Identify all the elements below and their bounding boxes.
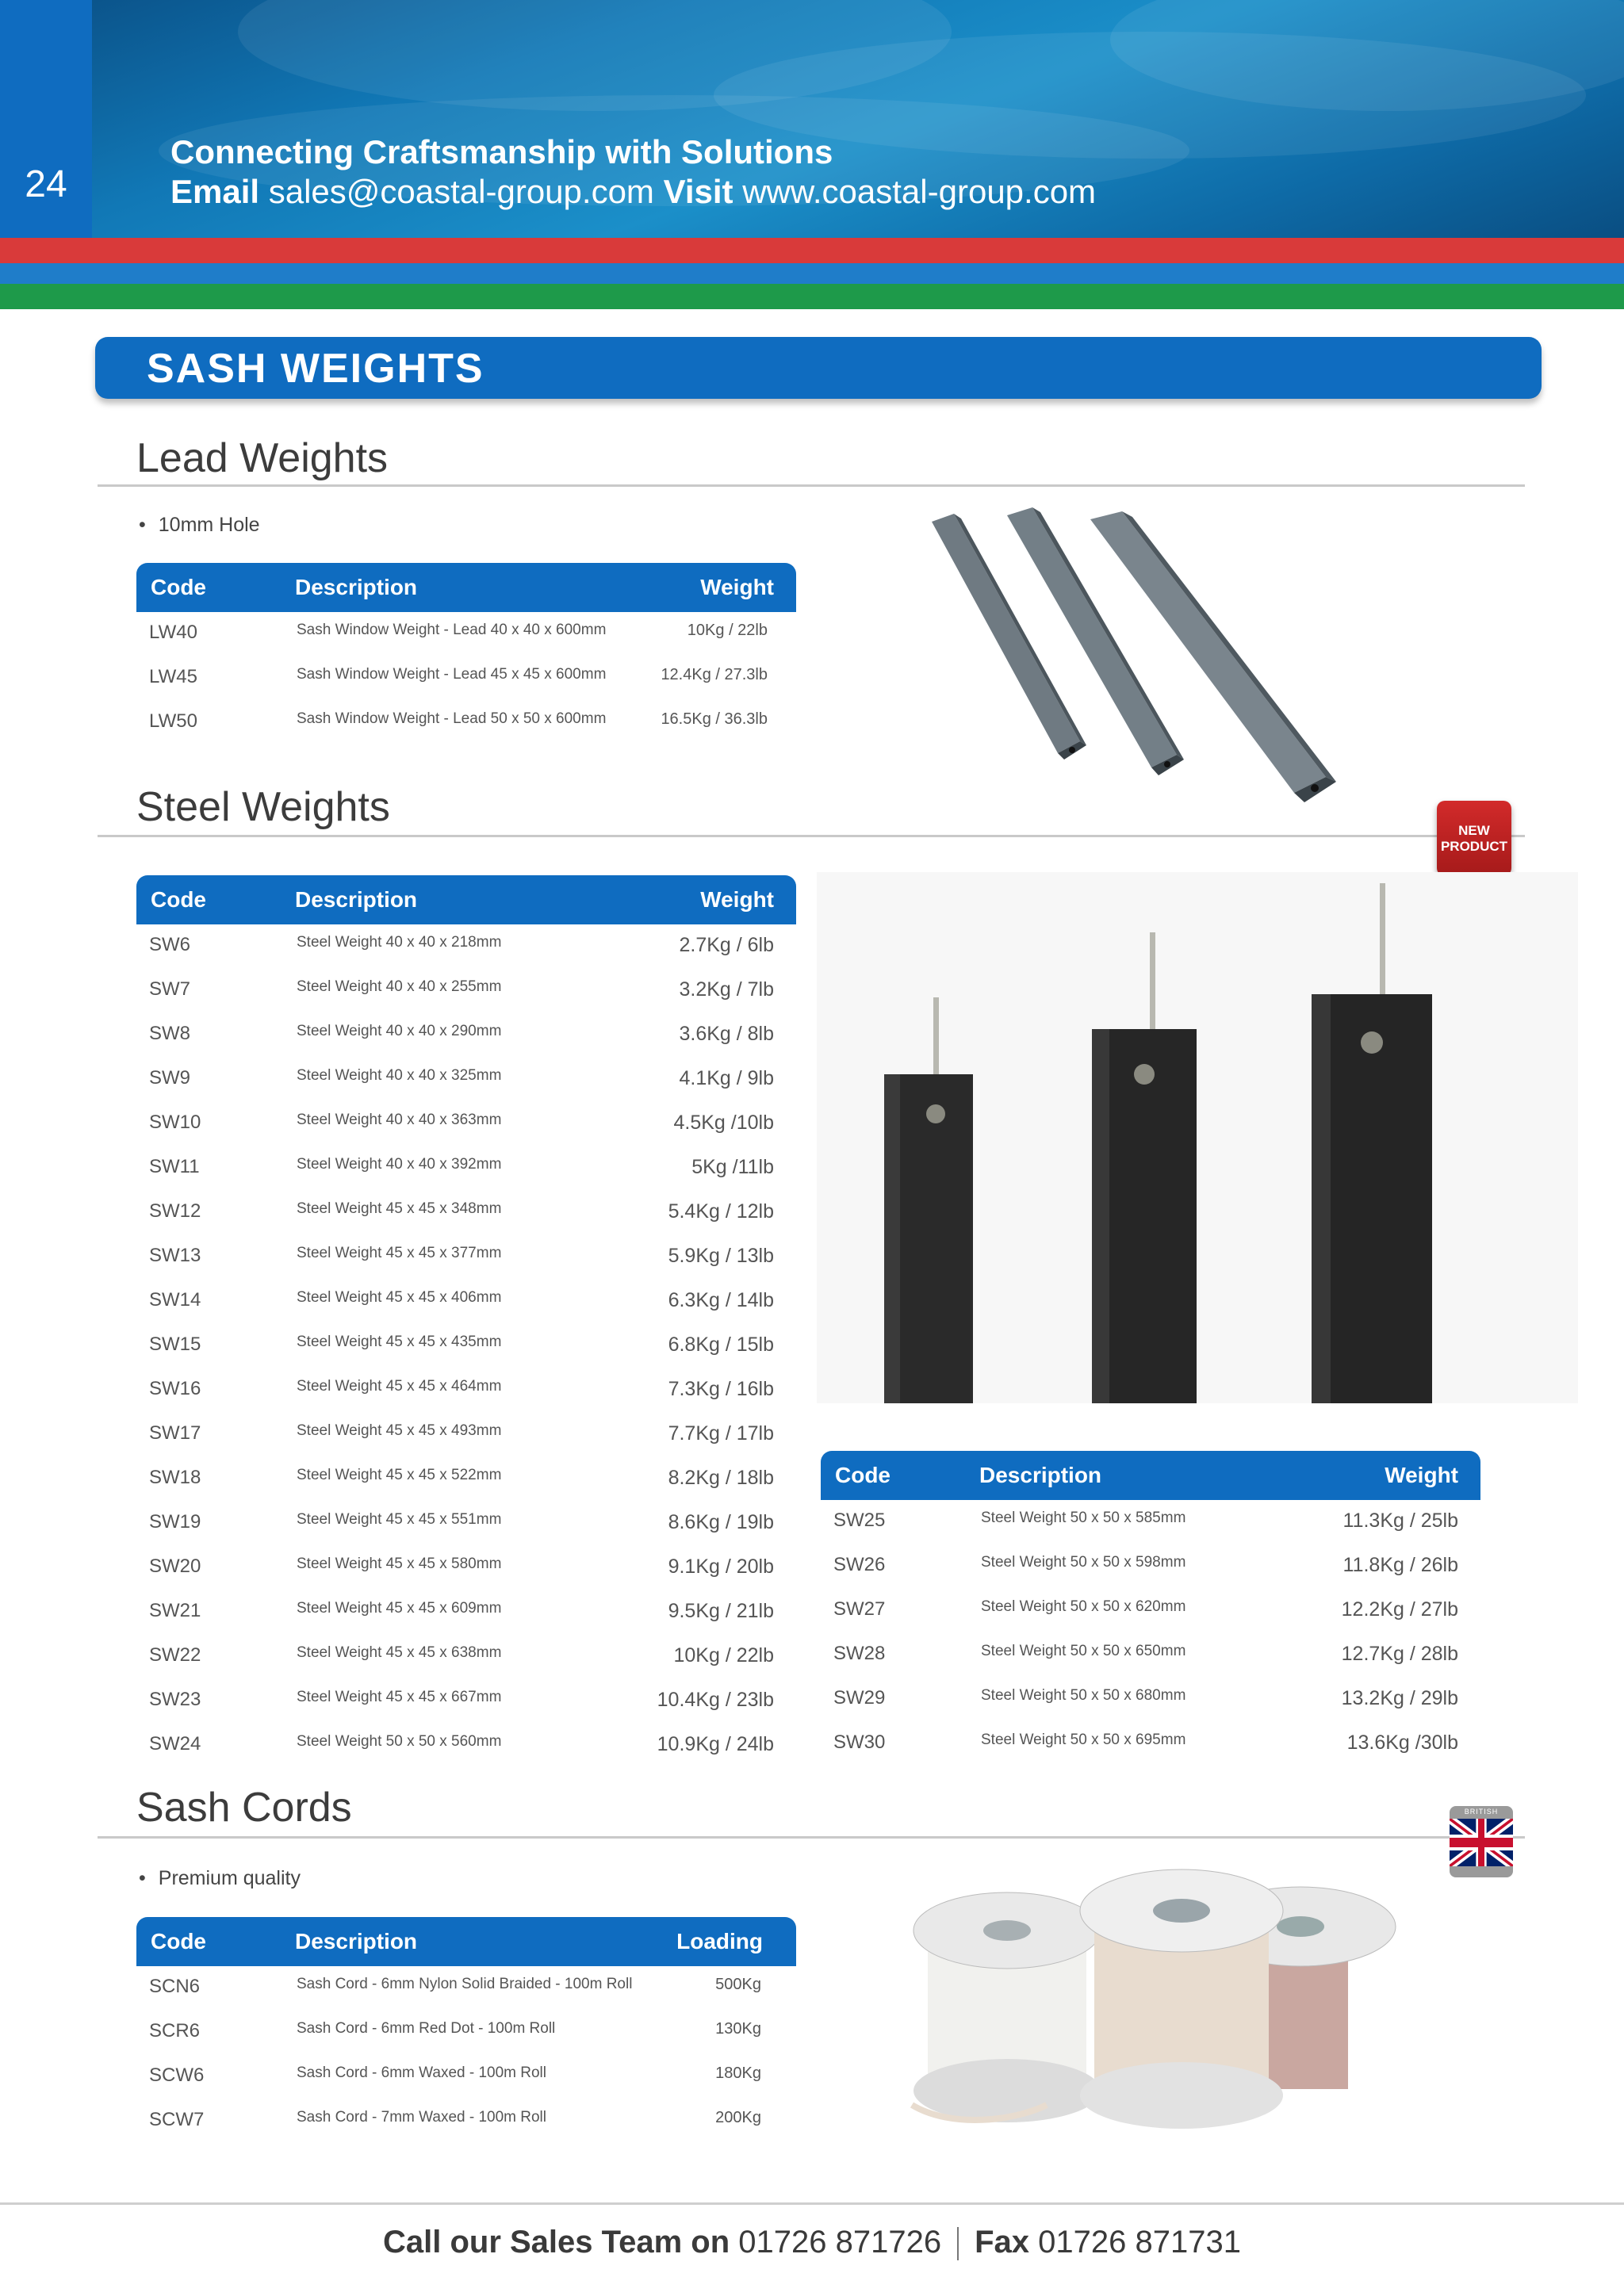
cell-code: SW19 <box>149 1511 201 1533</box>
cell-description: Steel Weight 45 x 45 x 464mm <box>297 1378 502 1395</box>
col-loading: Loading <box>676 1929 763 1954</box>
section-title-bar <box>95 337 1542 399</box>
cell-code: SW28 <box>833 1643 886 1664</box>
cell-code: LW40 <box>149 622 197 643</box>
table-row <box>821 1722 1480 1766</box>
cell-weight: 10Kg / 22lb <box>673 1644 774 1667</box>
col-weight: Weight <box>1385 1463 1458 1487</box>
page-number: 24 <box>25 163 67 205</box>
email-label: Email <box>170 173 260 210</box>
table-body <box>821 1500 1480 1766</box>
table-row <box>136 1280 796 1324</box>
table-row <box>821 1544 1480 1589</box>
cell-description: Steel Weight 40 x 40 x 290mm <box>297 1023 502 1039</box>
cell-code: LW45 <box>149 666 197 687</box>
cell-description: Sash Window Weight - Lead 40 x 40 x 600mm <box>297 622 607 638</box>
cell-code: SW21 <box>149 1600 201 1621</box>
steel-weights-table-2 <box>821 1451 1480 1766</box>
table-row <box>136 924 796 969</box>
cell-code: SW22 <box>149 1644 201 1666</box>
footer-separator <box>957 2227 959 2260</box>
cords-divider <box>98 1836 1525 1839</box>
table-row <box>136 1191 796 1235</box>
cell-code: SW25 <box>833 1510 886 1531</box>
lead-bar-2 <box>1007 507 1184 775</box>
cell-weight: 7.7Kg / 17lb <box>668 1422 774 1445</box>
table-row <box>136 1058 796 1102</box>
col-weight: Weight <box>700 887 774 912</box>
cell-weight: 11.8Kg / 26lb <box>1342 1554 1458 1576</box>
cell-loading: 200Kg <box>715 2109 761 2126</box>
cell-description: Sash Window Weight - Lead 50 x 50 x 600mm <box>297 710 607 727</box>
table-row <box>136 1368 796 1413</box>
cell-weight: 9.1Kg / 20lb <box>668 1556 774 1578</box>
british-label: BRITISH <box>1464 1808 1499 1816</box>
cell-code: SW17 <box>149 1422 201 1444</box>
cell-code: SW9 <box>149 1067 191 1089</box>
table-row <box>136 1013 796 1058</box>
lead-weights-image <box>928 507 1364 817</box>
page-number-tab <box>0 0 92 238</box>
cell-weight: 2.7Kg / 6lb <box>679 934 774 956</box>
col-code: Code <box>151 1929 206 1954</box>
contact-line <box>170 173 1096 211</box>
cell-weight: 16.5Kg / 36.3lb <box>661 710 768 728</box>
table-body <box>136 612 796 745</box>
cell-description: Steel Weight 45 x 45 x 377mm <box>297 1245 502 1261</box>
table-row <box>136 1679 796 1724</box>
cell-description: Steel Weight 40 x 40 x 325mm <box>297 1067 502 1084</box>
cell-code: SW8 <box>149 1023 191 1044</box>
stripe-red <box>0 238 1624 263</box>
table-row <box>136 1502 796 1546</box>
table-body <box>136 924 796 1768</box>
cell-weight: 6.8Kg / 15lb <box>668 1334 774 1356</box>
col-description: Description <box>979 1463 1102 1487</box>
col-description: Description <box>295 575 418 599</box>
cell-description: Steel Weight 45 x 45 x 435mm <box>297 1334 502 1350</box>
steel-weights-image <box>817 872 1578 1403</box>
table-row <box>136 2055 796 2099</box>
cell-weight: 8.6Kg / 19lb <box>668 1511 774 1533</box>
badge-line-2: PRODUCT <box>1440 839 1508 854</box>
cell-weight: 11.3Kg / 25lb <box>1342 1510 1458 1532</box>
stripe-green <box>0 284 1624 309</box>
cell-code: SW7 <box>149 978 191 1000</box>
cell-code: SW15 <box>149 1334 201 1355</box>
cell-weight: 12.2Kg / 27lb <box>1341 1598 1458 1621</box>
cell-weight: 12.7Kg / 28lb <box>1341 1643 1458 1665</box>
cell-code: SW27 <box>833 1598 886 1620</box>
cell-description: Steel Weight 50 x 50 x 650mm <box>981 1643 1186 1659</box>
col-code: Code <box>835 1463 891 1487</box>
steel-weights-title: Steel Weights <box>136 784 390 830</box>
cell-description: Sash Cord - 7mm Waxed - 100m Roll <box>297 2109 547 2126</box>
cell-description: Sash Cord - 6mm Waxed - 100m Roll <box>297 2064 547 2081</box>
cell-description: Steel Weight 45 x 45 x 667mm <box>297 1689 502 1705</box>
cell-description: Steel Weight 45 x 45 x 493mm <box>297 1422 502 1439</box>
sash-cords-image <box>904 1867 1411 2137</box>
cell-code: SW24 <box>149 1733 201 1755</box>
footer <box>0 2225 1624 2260</box>
stripe-blue <box>0 263 1624 284</box>
phone-number[interactable]: 01726 871726 <box>738 2225 942 2260</box>
cord-reel-center <box>1080 1869 1283 2129</box>
cell-weight: 5Kg /11lb <box>691 1156 774 1178</box>
badge-line-1: NEW <box>1458 823 1490 838</box>
cell-loading: 500Kg <box>715 1976 761 1993</box>
table-row <box>821 1589 1480 1633</box>
steel-divider <box>98 835 1525 837</box>
cell-description: Steel Weight 45 x 45 x 406mm <box>297 1289 502 1306</box>
col-weight: Weight <box>700 575 774 599</box>
cord-reel-left <box>914 1892 1101 2122</box>
cell-code: LW50 <box>149 710 197 732</box>
table-row <box>136 2011 796 2055</box>
cell-code: SW18 <box>149 1467 201 1488</box>
cell-code: SW6 <box>149 934 191 955</box>
table-row <box>136 1724 796 1768</box>
table-body <box>136 1966 796 2144</box>
fax-label: Fax <box>975 2225 1030 2260</box>
cell-weight: 4.5Kg /10lb <box>673 1112 774 1134</box>
cords-bullet: • Premium quality <box>139 1867 301 1890</box>
cell-description: Steel Weight 50 x 50 x 598mm <box>981 1554 1186 1571</box>
cell-code: SCN6 <box>149 1976 201 1997</box>
cell-description: Sash Cord - 6mm Red Dot - 100m Roll <box>297 2020 556 2037</box>
table-row <box>136 1457 796 1502</box>
table-row <box>821 1633 1480 1678</box>
cell-weight: 13.2Kg / 29lb <box>1341 1687 1458 1709</box>
cell-weight: 3.6Kg / 8lb <box>679 1023 774 1045</box>
cell-description: Steel Weight 40 x 40 x 218mm <box>297 934 502 951</box>
cell-weight: 3.2Kg / 7lb <box>679 978 774 1001</box>
cell-description: Steel Weight 40 x 40 x 363mm <box>297 1112 502 1128</box>
cell-description: Steel Weight 50 x 50 x 620mm <box>981 1598 1186 1615</box>
cell-description: Steel Weight 45 x 45 x 522mm <box>297 1467 502 1483</box>
cell-weight: 7.3Kg / 16lb <box>668 1378 774 1400</box>
cell-weight: 10.4Kg / 23lb <box>657 1689 774 1711</box>
cell-description: Sash Window Weight - Lead 45 x 45 x 600mm <box>297 666 607 683</box>
table-row <box>136 1102 796 1146</box>
sash-cords-table <box>136 1917 796 2144</box>
cell-loading: 130Kg <box>715 2020 761 2038</box>
british-badge <box>1450 1806 1513 1877</box>
table-header <box>136 875 796 924</box>
cell-weight: 5.4Kg / 12lb <box>668 1200 774 1223</box>
cell-loading: 180Kg <box>715 2064 761 2082</box>
cell-description: Steel Weight 50 x 50 x 680mm <box>981 1687 1186 1704</box>
cell-weight: 10Kg / 22lb <box>687 622 768 639</box>
table-row <box>136 612 796 656</box>
cell-code: SW30 <box>833 1732 886 1753</box>
col-code: Code <box>151 575 206 599</box>
cell-description: Steel Weight 45 x 45 x 638mm <box>297 1644 502 1661</box>
cell-description: Steel Weight 45 x 45 x 551mm <box>297 1511 502 1528</box>
new-product-badge <box>1437 801 1511 876</box>
footer-divider <box>0 2202 1624 2205</box>
cell-description: Steel Weight 50 x 50 x 560mm <box>297 1733 502 1750</box>
table-header <box>136 563 796 612</box>
cell-code: SW29 <box>833 1687 886 1709</box>
fax-number: 01726 871731 <box>1038 2225 1241 2260</box>
cell-code: SW23 <box>149 1689 201 1710</box>
lead-divider <box>98 484 1525 487</box>
cell-weight: 8.2Kg / 18lb <box>668 1467 774 1489</box>
lead-bar-3 <box>1090 511 1336 802</box>
col-code: Code <box>151 887 206 912</box>
cell-description: Steel Weight 40 x 40 x 392mm <box>297 1156 502 1173</box>
section-title: SASH WEIGHTS <box>147 346 485 392</box>
cell-code: SW12 <box>149 1200 201 1222</box>
table-row <box>136 1235 796 1280</box>
cell-description: Steel Weight 40 x 40 x 255mm <box>297 978 502 995</box>
cell-weight: 4.1Kg / 9lb <box>679 1067 774 1089</box>
table-row <box>136 2099 796 2144</box>
table-row <box>136 701 796 745</box>
cell-code: SW16 <box>149 1378 201 1399</box>
sash-cords-title: Sash Cords <box>136 1785 352 1831</box>
cell-code: SW26 <box>833 1554 886 1575</box>
table-row <box>136 969 796 1013</box>
lead-weights-table <box>136 563 796 745</box>
table-row <box>821 1678 1480 1722</box>
lead-bar-1 <box>932 514 1086 760</box>
cell-code: SCW7 <box>149 2109 205 2130</box>
table-row <box>136 1324 796 1368</box>
tagline: Connecting Craftsmanship with Solutions <box>170 133 833 170</box>
steel-weights-table <box>136 875 796 1768</box>
call-label: Call our Sales Team on <box>382 2225 730 2260</box>
lead-bullet: • 10mm Hole <box>139 514 260 537</box>
table-row <box>136 1590 796 1635</box>
table-header <box>136 1917 796 1966</box>
table-row <box>136 1635 796 1679</box>
cell-description: Steel Weight 50 x 50 x 695mm <box>981 1732 1186 1748</box>
table-row <box>821 1500 1480 1544</box>
website-link[interactable]: www.coastal-group.com <box>742 173 1097 210</box>
cell-code: SW11 <box>149 1156 200 1177</box>
table-row <box>136 1966 796 2011</box>
table-row <box>136 1146 796 1191</box>
cell-weight: 6.3Kg / 14lb <box>668 1289 774 1311</box>
email-link[interactable]: sales@coastal-group.com <box>268 173 654 210</box>
col-description: Description <box>295 887 418 912</box>
cell-code: SW20 <box>149 1556 201 1577</box>
cell-weight: 9.5Kg / 21lb <box>668 1600 774 1622</box>
table-row <box>136 1413 796 1457</box>
cell-description: Steel Weight 45 x 45 x 609mm <box>297 1600 502 1617</box>
table-header <box>821 1451 1480 1500</box>
cell-description: Steel Weight 45 x 45 x 348mm <box>297 1200 502 1217</box>
cell-code: SW14 <box>149 1289 201 1311</box>
cell-code: SW13 <box>149 1245 201 1266</box>
table-row <box>136 1546 796 1590</box>
cell-code: SCW6 <box>149 2064 205 2086</box>
cell-description: Steel Weight 45 x 45 x 580mm <box>297 1556 502 1572</box>
cell-description: Sash Cord - 6mm Nylon Solid Braided - 100m Roll <box>297 1976 633 1992</box>
cell-code: SW10 <box>149 1112 201 1133</box>
table-row <box>136 656 796 701</box>
visit-label: Visit <box>663 173 733 210</box>
cell-weight: 5.9Kg / 13lb <box>668 1245 774 1267</box>
cell-description: Steel Weight 50 x 50 x 585mm <box>981 1510 1186 1526</box>
cell-weight: 12.4Kg / 27.3lb <box>661 666 768 683</box>
union-jack-icon <box>1450 1819 1513 1866</box>
cell-weight: 13.6Kg /30lb <box>1346 1732 1458 1754</box>
lead-weights-title: Lead Weights <box>136 435 389 481</box>
cell-weight: 10.9Kg / 24lb <box>657 1733 774 1755</box>
col-description: Description <box>295 1929 418 1954</box>
cell-code: SCR6 <box>149 2020 201 2042</box>
